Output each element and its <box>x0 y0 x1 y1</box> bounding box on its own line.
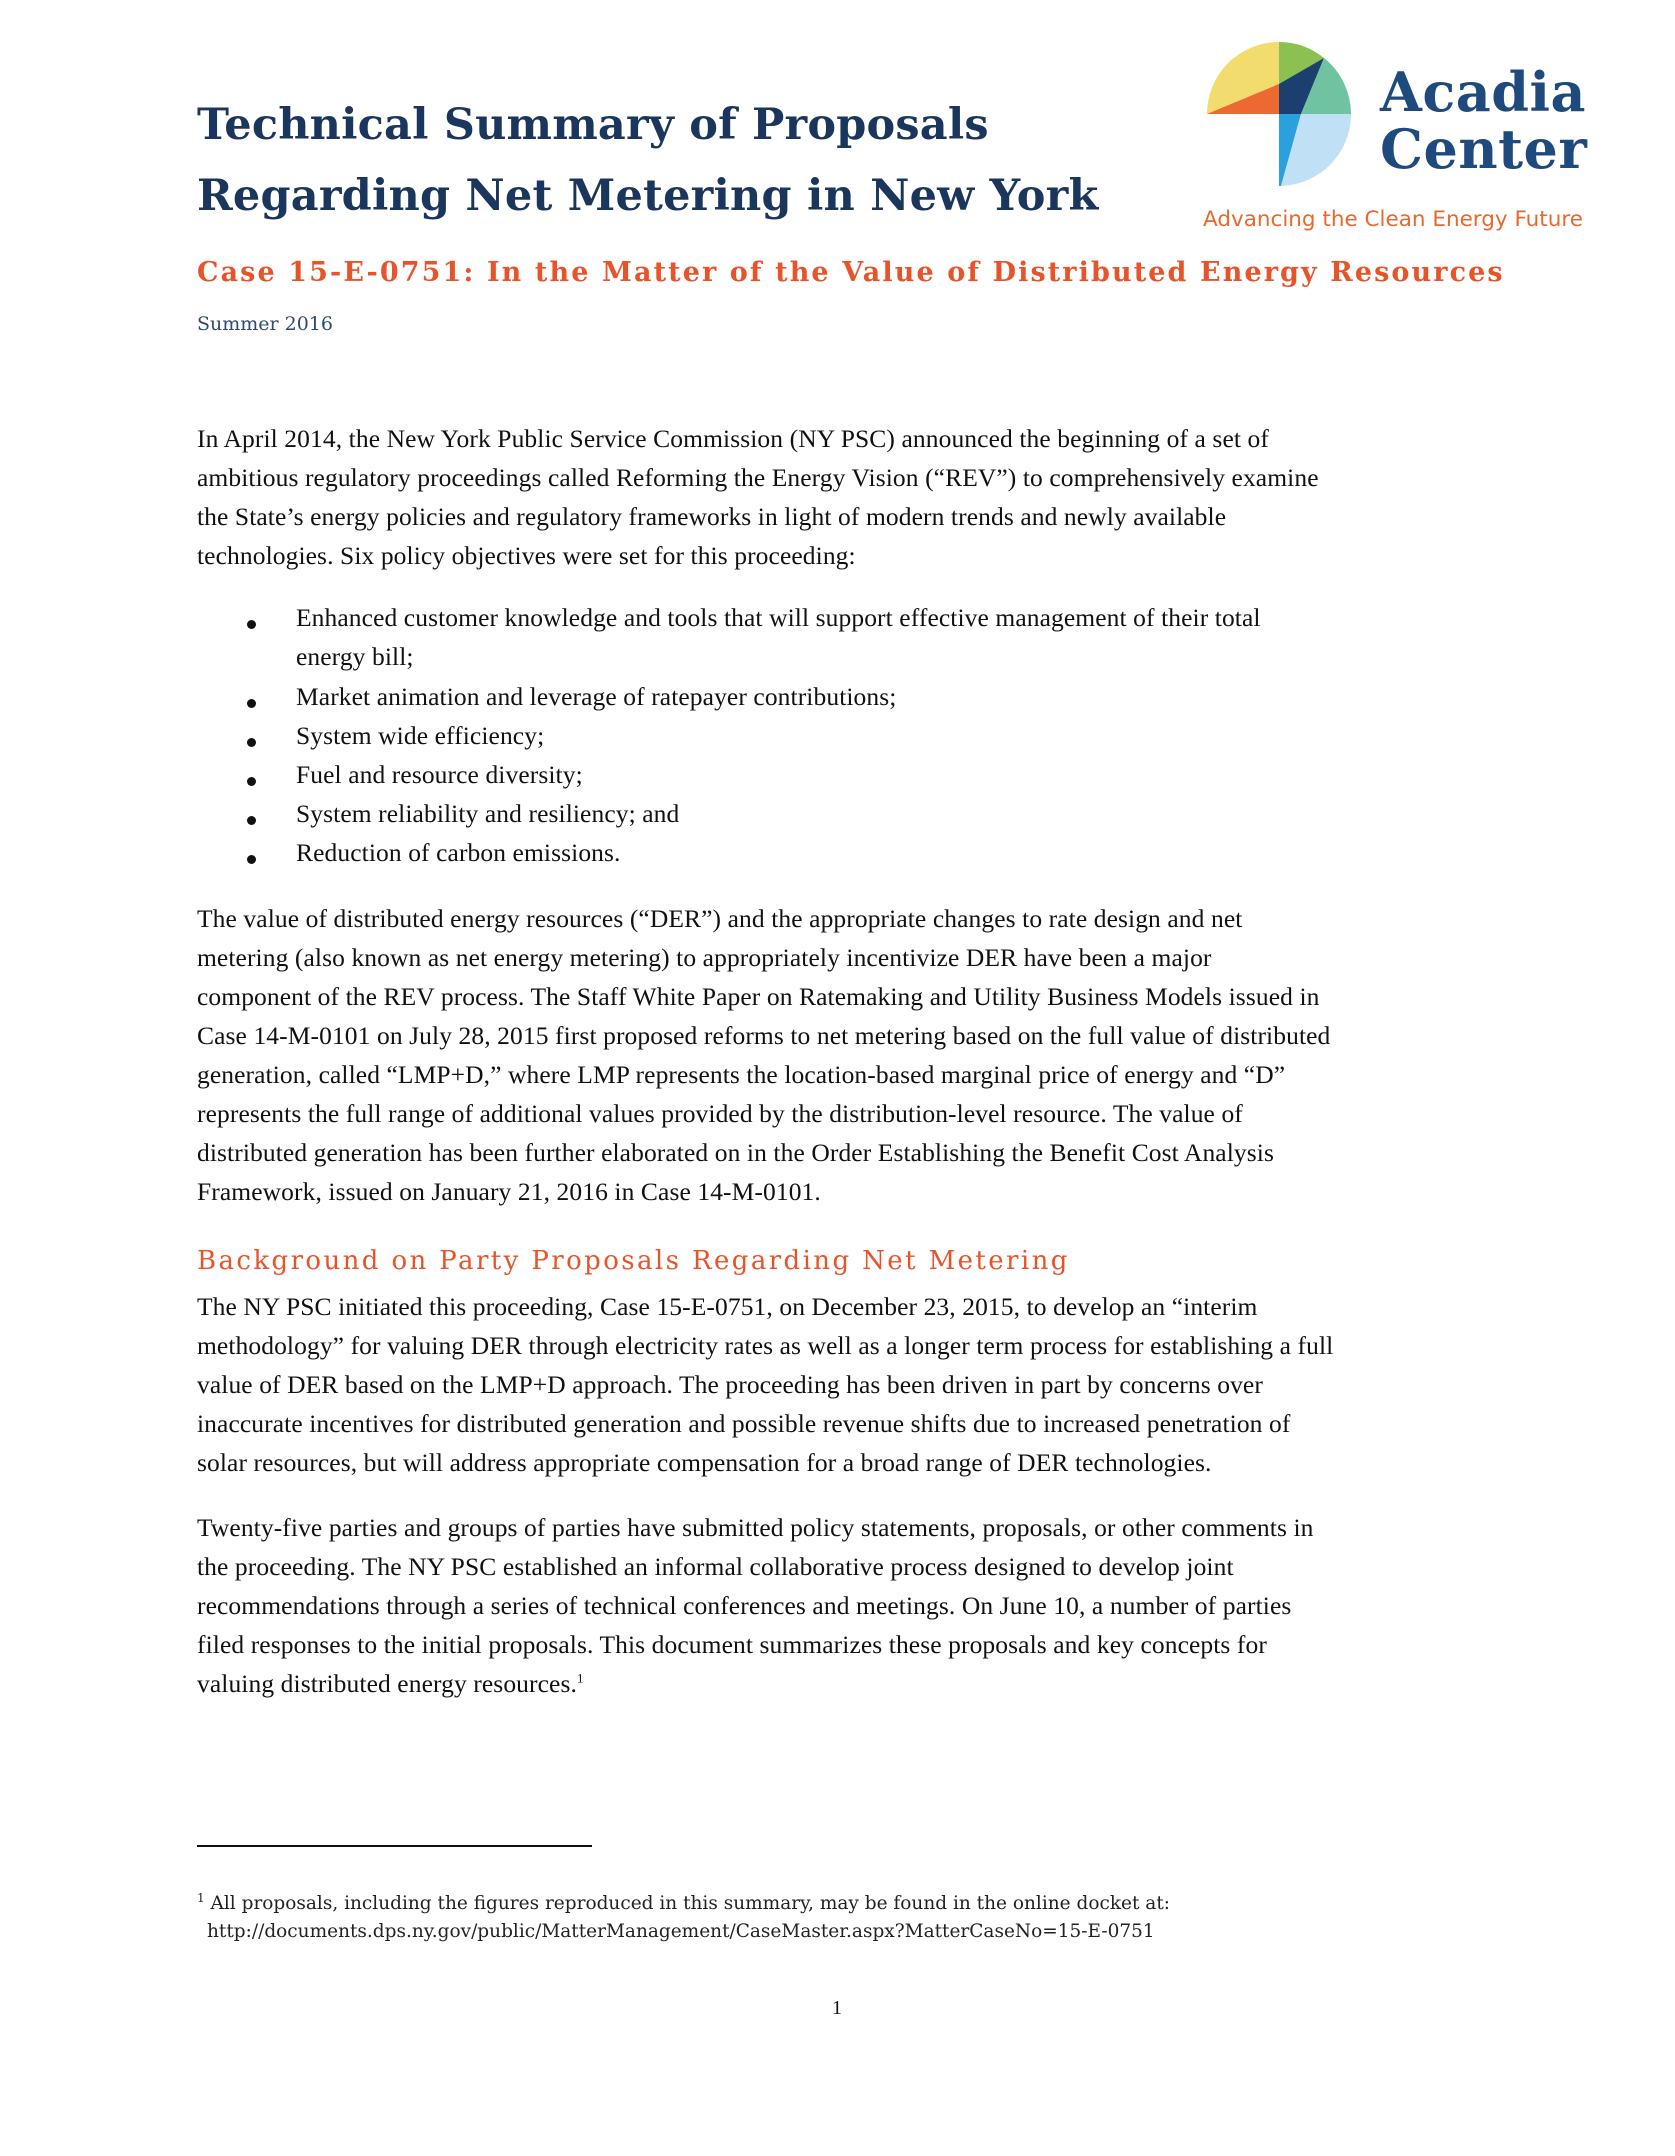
list-item-text: Fuel and resource diversity; <box>296 760 583 789</box>
logo-tagline: Advancing the Clean Energy Future <box>1203 207 1583 232</box>
logo-wordmark-line-2: Center <box>1380 117 1588 181</box>
paragraph-line-text: valuing distributed energy resources. <box>197 1669 577 1698</box>
footnote-text-line <box>197 1890 1170 1914</box>
intro-line: technologies. Six policy objectives were set for this proceeding: <box>197 541 856 570</box>
paragraph-line: value of DER based on the LMP+D approach. The proceeding has been driven in part by concerns over <box>197 1370 1263 1399</box>
document-title-line-2: Regarding Net Metering in New York <box>197 171 1099 221</box>
bullet-icon <box>247 777 256 786</box>
case-subtitle: Case 15-E-0751: In the Matter of the Value of Distributed Energy Resources <box>197 257 1505 288</box>
paragraph-line: Twenty-five parties and groups of parties have submitted policy statements, proposals, or other comments in <box>197 1513 1314 1542</box>
bullet-icon <box>247 738 256 747</box>
paragraph-line: The NY PSC initiated this proceeding, Case 15-E-0751, on December 23, 2015, to develop an “interim <box>197 1292 1258 1321</box>
paragraph-line: metering (also known as net energy metering) to appropriately incentivize DER have been a major <box>197 943 1212 972</box>
paragraph-line: the proceeding. The NY PSC established an informal collaborative process designed to develop joint <box>197 1552 1234 1581</box>
paragraph-line: filed responses to the initial proposals. This document summarizes these proposals and key concepts for <box>197 1630 1267 1659</box>
intro-line: In April 2014, the New York Public Service Commission (NY PSC) announced the beginning of a set of <box>197 424 1269 453</box>
bullet-icon <box>247 816 256 825</box>
acadia-logo-mark-icon <box>1203 40 1355 190</box>
section-heading: Background on Party Proposals Regarding Net Metering <box>197 1246 1070 1276</box>
bullet-icon <box>247 855 256 864</box>
document-title-line-1: Technical Summary of Proposals <box>197 100 989 150</box>
paragraph-line: recommendations through a series of technical conferences and meetings. On June 10, a number of parties <box>197 1591 1292 1620</box>
footnote-text: All proposals, including the figures reproduced in this summary, may be found in the online docket at: <box>210 1893 1170 1914</box>
list-item-text: System wide efficiency; <box>296 721 545 750</box>
paragraph-line: methodology” for valuing DER through electricity rates as well as a longer term process for establishing a full <box>197 1331 1334 1360</box>
document-date: Summer 2016 <box>197 313 334 335</box>
list-item-text: Market animation and leverage of ratepayer contributions; <box>296 682 897 711</box>
list-item-text: Enhanced customer knowledge and tools that will support effective management of their total <box>296 603 1261 632</box>
intro-line: ambitious regulatory proceedings called Reforming the Energy Vision (“REV”) to comprehensively examine <box>197 463 1319 492</box>
logo-wordmark-line-1: Acadia <box>1380 60 1587 124</box>
footnote-url-link[interactable]: http://documents.dps.ny.gov/public/MatterManagement/CaseMaster.aspx?MatterCaseNo=15-E-0751 <box>207 1921 1155 1942</box>
paragraph-line: Framework, issued on January 21, 2016 in Case 14-M-0101. <box>197 1177 821 1206</box>
footnote-separator <box>197 1845 592 1847</box>
paragraph-line <box>197 1669 584 1699</box>
paragraph-line: inaccurate incentives for distributed generation and possible revenue shifts due to increased penetration of <box>197 1409 1291 1438</box>
paragraph-line: component of the REV process. The Staff White Paper on Ratemaking and Utility Business Models issued in <box>197 982 1320 1011</box>
list-item-text: Reduction of carbon emissions. <box>296 838 621 867</box>
footnote-marker: 1 <box>197 1890 205 1905</box>
paragraph-line: distributed generation has been further elaborated on in the Order Establishing the Benefit Cost Analysis <box>197 1138 1274 1167</box>
paragraph-line: generation, called “LMP+D,” where LMP represents the location-based marginal price of energy and “D” <box>197 1060 1286 1089</box>
bullet-icon <box>247 620 256 629</box>
intro-line: the State’s energy policies and regulatory frameworks in light of modern trends and newly available <box>197 502 1227 531</box>
paragraph-line: The value of distributed energy resources (“DER”) and the appropriate changes to rate design and net <box>197 904 1243 933</box>
list-item-text: energy bill; <box>296 642 414 671</box>
paragraph-line: solar resources, but will address appropriate compensation for a broad range of DER technologies. <box>197 1448 1212 1477</box>
list-item-text: System reliability and resiliency; and <box>296 799 680 828</box>
footnote-reference-link[interactable]: 1 <box>576 1670 584 1686</box>
bullet-icon <box>247 699 256 708</box>
paragraph-line: Case 14-M-0101 on July 28, 2015 first proposed reforms to net metering based on the full value of distributed <box>197 1021 1331 1050</box>
page-number: 1 <box>832 1997 842 2019</box>
paragraph-line: represents the full range of additional values provided by the distribution-level resource. The value of <box>197 1099 1243 1128</box>
